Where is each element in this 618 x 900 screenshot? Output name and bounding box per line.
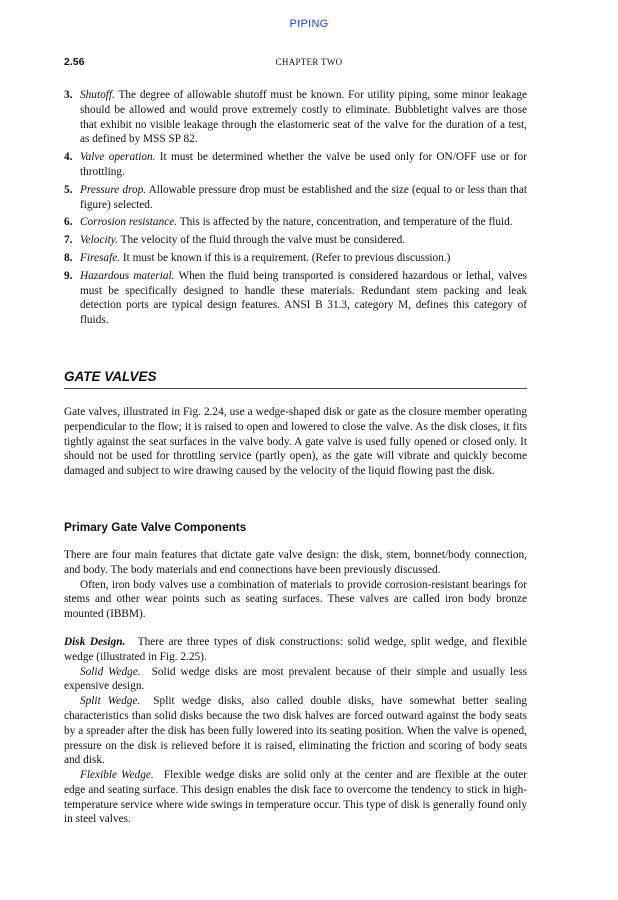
item-text: The velocity of the fluid through the valve must be considered. — [120, 234, 406, 247]
split-wedge-paragraph — [64, 694, 527, 768]
item-number: 7. — [64, 234, 73, 247]
item-text: When the fluid being transported is considered hazardous or lethal, valves must be specifically designed to handle these materials. Redundant stem packing and leak detection ports are typical design features. ANSI B 31.3, category M, defines this category of fluids. — [80, 269, 527, 327]
item-text: It must be known if this is a requirement. (Refer to previous discussion.) — [122, 251, 451, 264]
components-paragraph-2: Often, iron body valves use a combination of materials to provide corrosion-resistant bearings for stems and other wear points such as seating surfaces. These valves are called iron body bronze mounted (IBBM). — [64, 578, 527, 621]
page-number: 2.56 — [64, 56, 85, 68]
disk-type-term: Solid Wedge. — [80, 665, 141, 678]
components-paragraph-1: There are four main features that dictate gate valve design: the disk, stem, bonnet/body connection, and body. The body materials and end connections have been previously discussed. — [64, 548, 527, 576]
item-number: 4. — [64, 151, 73, 164]
item-number: 6. — [64, 216, 73, 229]
item-term: Pressure drop. — [80, 183, 147, 196]
disk-type-text: Solid wedge disks are most prevalent because of their simple and usually less expensive design. — [64, 665, 528, 693]
item-term: Corrosion resistance. — [80, 216, 178, 229]
list-item — [64, 88, 527, 147]
list-item — [64, 215, 527, 230]
section-heading-gate-valves: GATE VALVES — [64, 369, 527, 389]
disk-type-text: Flexible wedge disks are solid only at the center and are flexible at the outer edge and seating surface. This design enables the disk face to overcome the tendency to stick in high-temperature service where wide swings in temperature occur. This type of disk is generally found only in steel valves. — [64, 769, 528, 826]
item-text: The degree of allowable shutoff must be known. For utility piping, some minor leakage should be allowed and would prove extremely costly to eliminate. Bubbletight valves are those that exhibit no visible leakage through the elastomeric seat of the valve for the duration of a test, as defined by MSS SP 82. — [80, 89, 527, 146]
item-term: Velocity. — [80, 234, 118, 247]
list-item — [64, 269, 527, 328]
requirements-list — [64, 88, 527, 328]
disk-design-paragraph — [64, 635, 527, 665]
disk-type-term: Split Wedge. — [80, 695, 141, 708]
item-term: Hazardous material. — [80, 269, 175, 282]
running-header: PIPING — [289, 18, 329, 30]
item-number: 5. — [64, 183, 73, 196]
item-number: 9. — [64, 269, 73, 282]
disk-design-run-in-heading: Disk Design. — [64, 635, 126, 648]
item-text: Allowable pressure drop must be established and the size (equal to or less than that figure) selected. — [80, 183, 527, 211]
list-item — [64, 251, 527, 266]
item-number: 3. — [64, 89, 73, 101]
solid-wedge-paragraph — [64, 665, 527, 695]
list-item — [64, 183, 527, 213]
item-number: 8. — [64, 251, 73, 264]
page-content — [64, 88, 527, 827]
subsection-heading-components: Primary Gate Valve Components — [64, 519, 247, 534]
item-term: Firesafe. — [80, 251, 121, 264]
gate-valves-intro: Gate valves, illustrated in Fig. 2.24, use a wedge-shaped disk or gate as the closure member operating perpendicular to the flow; it is raised to open and lowered to close the valve. As the disk closes, it fits tightly against the seat surfaces in the valve body. A gate valve is used fully opened or closed only. It should not be used for throttling service (partly open), as the gate will vibrate and quickly become damaged and subject to wire drawing caused by the velocity of the liquid flowing past the disk. — [64, 405, 527, 478]
list-item — [64, 150, 527, 180]
item-term: Valve operation. — [80, 151, 156, 164]
flexible-wedge-paragraph — [64, 768, 527, 827]
disk-design-intro: There are three types of disk constructions: solid wedge, split wedge, and flexible wedge (illustrated in Fig. 2.25). — [64, 635, 527, 663]
disk-type-text: Split wedge disks, also called double disks, have somewhat better sealing characteristics than solid disks because the two disk halves are forced outward against the body seats by a spreader after the disk has been fully lowered into its seating position. When the valve is opened, pressure on the disk is relieved before it is raised, eliminating the friction and scoring of body seats and disk. — [64, 695, 528, 767]
item-term: Shutoff. — [80, 89, 115, 101]
disk-type-term: Flexible Wedge. — [80, 769, 154, 782]
item-text: It must be determined whether the valve be used only for ON/OFF use or for throttling. — [80, 151, 528, 178]
item-text: This is affected by the nature, concentration, and temperature of the fluid. — [179, 216, 513, 229]
list-item — [64, 233, 527, 248]
chapter-label: CHAPTER TWO — [275, 57, 343, 67]
